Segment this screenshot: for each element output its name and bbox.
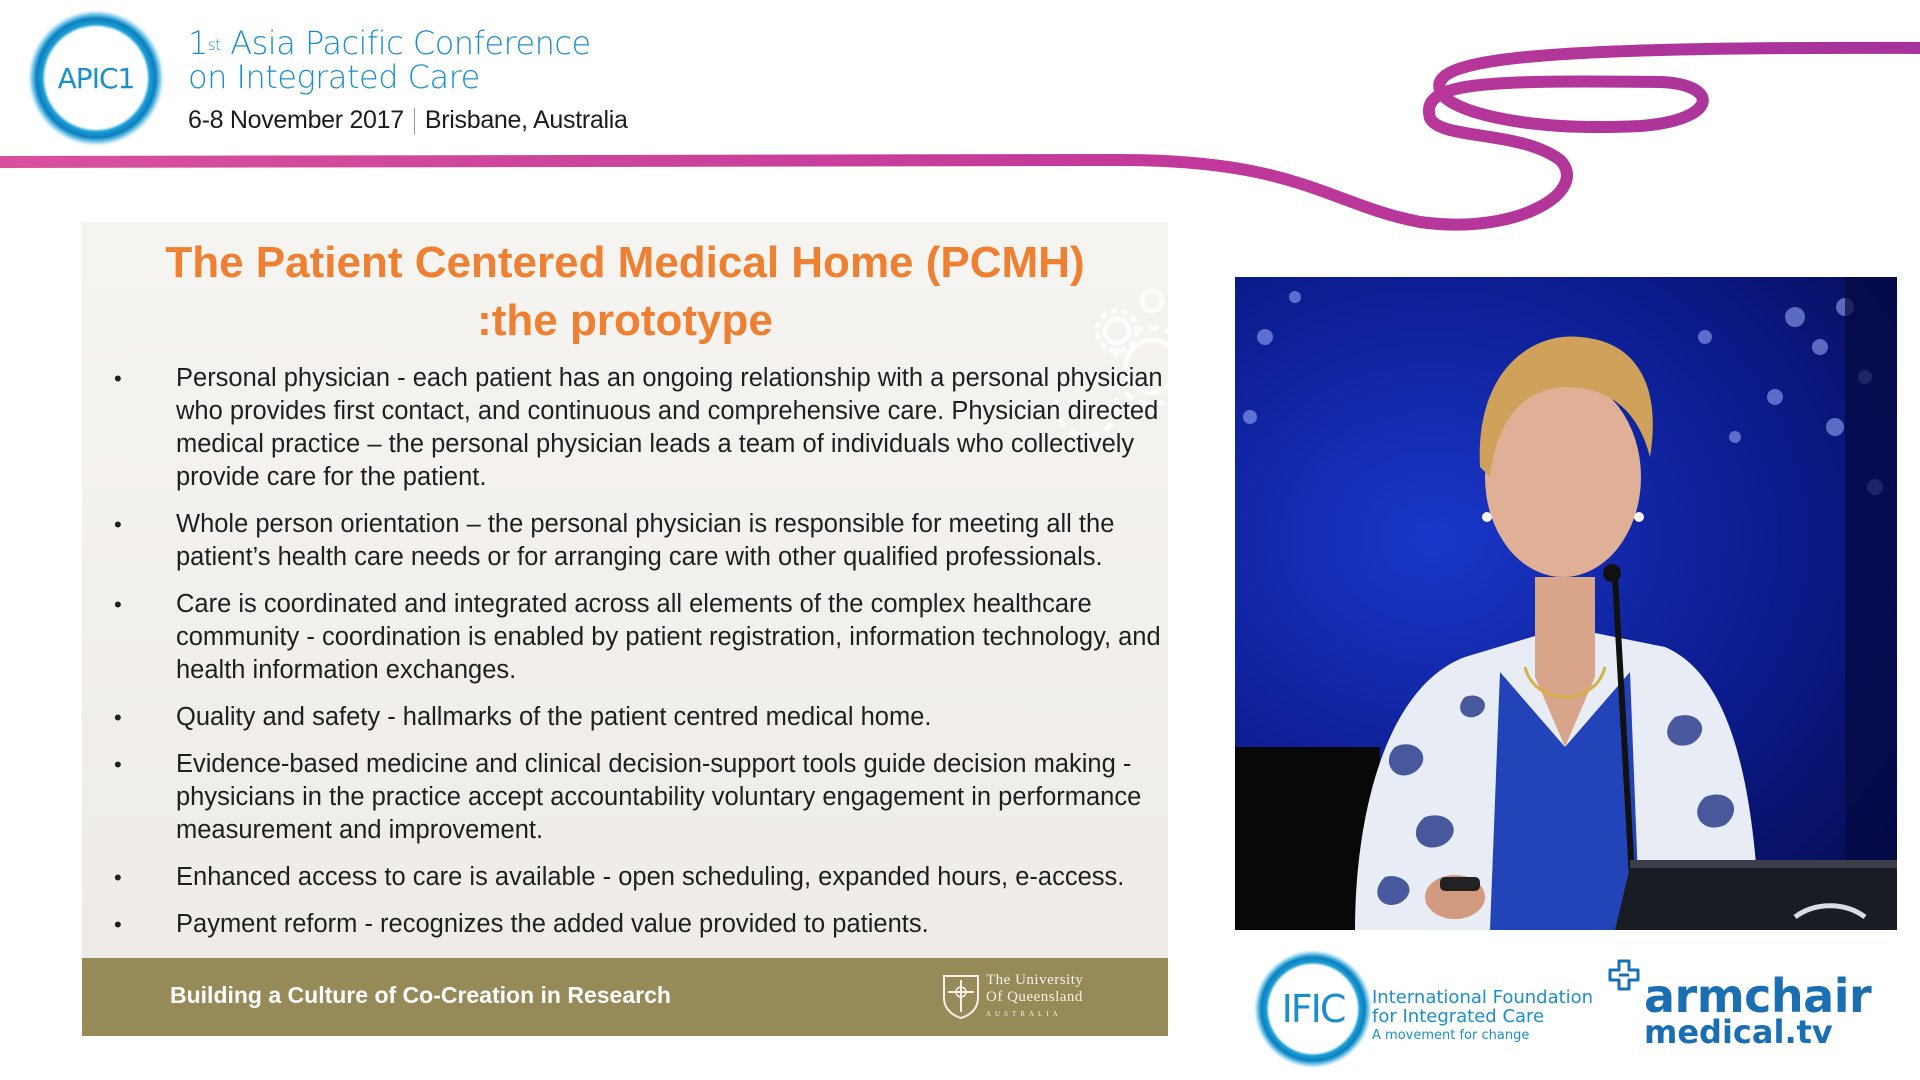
conference-title-ordinal: 1 bbox=[188, 24, 208, 62]
slide-title-line1: The Patient Centered Medical Home (PCMH) bbox=[165, 238, 1085, 287]
bullet-text: Whole person orientation – the personal physician is responsible for meeting all the patient’s health care needs or for arranging care with other qualified professionals. bbox=[176, 510, 1115, 571]
bullet-item bbox=[108, 362, 1168, 494]
bullet-item bbox=[108, 861, 1168, 894]
uq-line1: The University bbox=[986, 972, 1084, 988]
bullet-marker: • bbox=[114, 512, 122, 537]
podium bbox=[1615, 867, 1897, 930]
conference-location: Brisbane, Australia bbox=[424, 106, 628, 134]
uq-crest-icon bbox=[940, 972, 982, 1020]
presentation-slide bbox=[82, 222, 1168, 1036]
conference-date: 6-8 November 2017 bbox=[188, 106, 404, 134]
slide-title-line2: :the prototype bbox=[477, 296, 773, 345]
conference-title-sup: st bbox=[207, 36, 221, 54]
conference-logo-text: APIC1 bbox=[57, 61, 135, 95]
bullet-item bbox=[108, 508, 1168, 574]
slide-title bbox=[82, 234, 1168, 350]
slide-bullet-list bbox=[108, 362, 1168, 955]
armchair-medical-logo bbox=[1644, 969, 1872, 1051]
bullet-marker: • bbox=[114, 865, 122, 890]
bullet-text: Quality and safety - hallmarks of the patient centred medical home. bbox=[176, 703, 932, 731]
conference-title-line1: Asia Pacific Conference bbox=[220, 24, 591, 62]
bullet-item bbox=[108, 748, 1168, 847]
ific-wordmark bbox=[1372, 988, 1593, 1045]
slide-footer-text: Building a Culture of Co-Creation in Research bbox=[170, 982, 671, 1008]
ific-logo bbox=[1254, 950, 1372, 1068]
armchair-cross-icon bbox=[1607, 958, 1641, 992]
bullet-marker: • bbox=[114, 592, 122, 617]
conference-title bbox=[188, 26, 748, 94]
bullet-text: Evidence-based medicine and clinical decision-support tools guide decision making - physicians in the practice accept accountability voluntary engagement in performance measurement and improvement. bbox=[176, 750, 1142, 844]
conference-date-location bbox=[188, 106, 628, 135]
speaker-video bbox=[1235, 277, 1897, 930]
bullet-text: Personal physician - each patient has an ongoing relationship with a personal physician who provides first contact, and continuous and comprehensive care. Physician directed medical practice – the personal physician leads a team of individuals who collectively provide care for the patient. bbox=[176, 364, 1163, 491]
armchair-line1: armchair bbox=[1644, 969, 1872, 1023]
bullet-text: Care is coordinated and integrated across all elements of the complex healthcare community - coordination is enabled by patient registration, information technology, and health information exchanges. bbox=[176, 590, 1161, 684]
conference-logo bbox=[28, 10, 164, 146]
uq-wordmark bbox=[986, 972, 1083, 1023]
bullet-text: Payment reform - recognizes the added value provided to patients. bbox=[176, 910, 929, 938]
armchair-line2: medical.tv bbox=[1644, 1013, 1833, 1051]
speaker-video-frame bbox=[1235, 277, 1897, 930]
bullet-item bbox=[108, 908, 1168, 941]
uq-line2: Of Queensland bbox=[986, 989, 1083, 1005]
ific-logo-letters: IFIC bbox=[1281, 987, 1345, 1031]
bullet-text: Enhanced access to care is available - open scheduling, expanded hours, e-access. bbox=[176, 863, 1125, 891]
bullet-marker: • bbox=[114, 752, 122, 777]
divider bbox=[414, 108, 415, 134]
slide-footer-bar bbox=[82, 958, 1168, 1036]
ific-line2: for Integrated Care bbox=[1372, 1006, 1545, 1027]
uq-line3: AUSTRALIA bbox=[986, 1010, 1062, 1018]
bullet-item bbox=[108, 701, 1168, 734]
bullet-marker: • bbox=[114, 912, 122, 937]
bullet-item bbox=[108, 588, 1168, 687]
bullet-marker: • bbox=[114, 705, 122, 730]
ific-tagline: A movement for change bbox=[1372, 1028, 1530, 1043]
bullet-marker: • bbox=[114, 366, 122, 391]
ific-line1: International Foundation bbox=[1372, 987, 1594, 1008]
conference-title-line2: on Integrated Care bbox=[188, 58, 480, 96]
